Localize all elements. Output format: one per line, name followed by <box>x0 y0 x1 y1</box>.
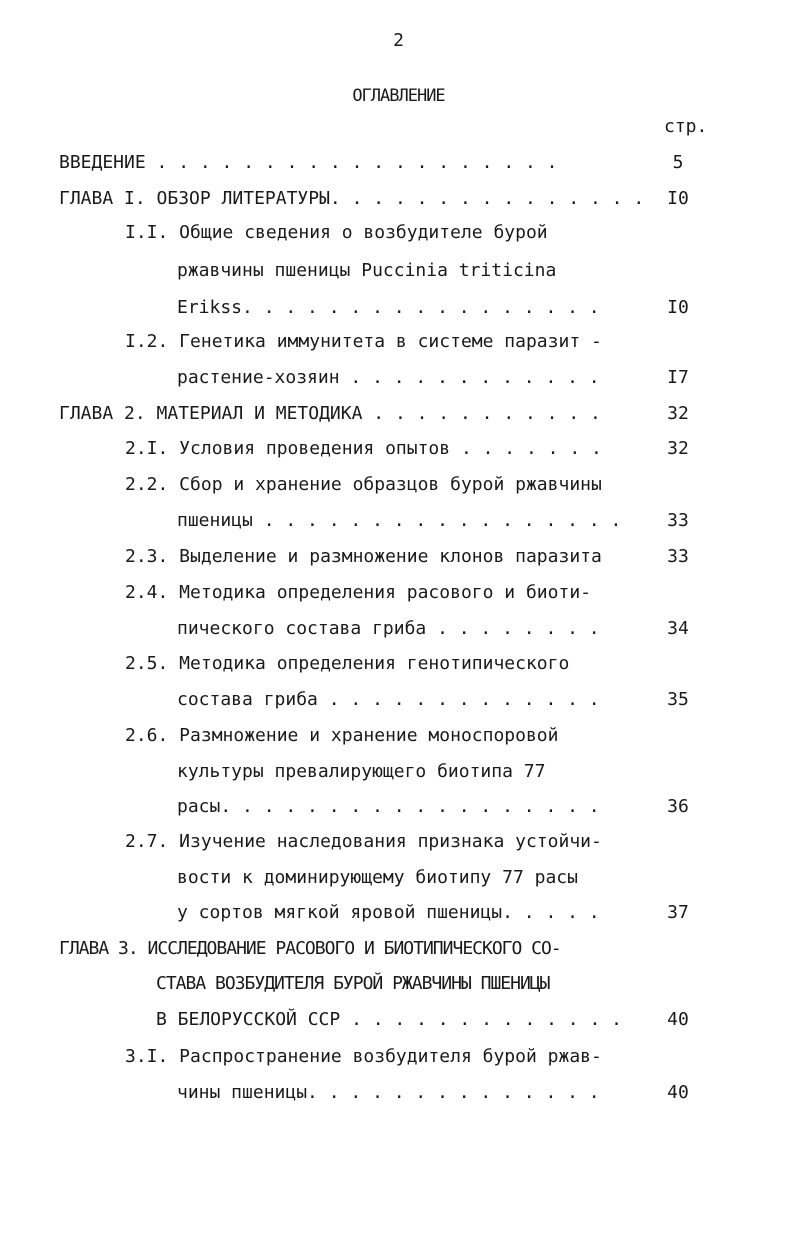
toc-entry-page: 36 <box>667 796 689 817</box>
toc-entry-page: 35 <box>667 689 689 710</box>
page-column-label: стр. <box>664 116 708 137</box>
toc-entry-page: 40 <box>667 1009 689 1030</box>
toc-entry-page: 33 <box>667 510 689 531</box>
page-number: 2 <box>393 30 404 51</box>
toc-entry-page: I0 <box>667 297 689 318</box>
toc-entry-text: ГЛАВА 3. ИССЛЕДОВАНИЕ РАСОВОГО И БИОТИПИЧЕСКОГО СО- <box>59 938 561 959</box>
toc-entry-text: ГЛАВА I. ОБЗОР ЛИТЕРАТУРЫ. . . . . . . . . . . . . . . <box>59 188 645 209</box>
toc-entry-text: ржавчины пшеницы Puccinia triticina <box>177 260 557 281</box>
toc-entry-page: I0 <box>667 188 689 209</box>
toc-entry-text: 2.7. Изучение наследования признака устойчи- <box>125 831 602 852</box>
toc-entry-text: состава гриба . . . . . . . . . . . . . <box>177 689 600 710</box>
toc-entry-text: ВВЕДЕНИЕ . . . . . . . . . . . . . . . . . . . <box>59 152 558 173</box>
toc-entry-text: I.2. Генетика иммунитета в системе паразит - <box>125 331 602 352</box>
toc-entry-text: Erikss. . . . . . . . . . . . . . . . . <box>177 297 600 318</box>
toc-entry-page: 32 <box>667 403 689 424</box>
toc-entry-text: 2.2. Сбор и хранение образцов бурой ржавчины <box>125 474 602 495</box>
toc-entry-text: растение-хозяин . . . . . . . . . . . . <box>177 367 600 388</box>
toc-entry-text: чины пшеницы. . . . . . . . . . . . . . <box>177 1082 600 1103</box>
toc-entry-text: расы. . . . . . . . . . . . . . . . . . <box>177 796 600 817</box>
toc-entry-text: 2.I. Условия проведения опытов . . . . . . . <box>125 438 602 459</box>
toc-entry-text: 2.5. Методика определения генотипического <box>125 653 570 674</box>
toc-entry-text: у сортов мягкой яровой пшеницы. . . . . <box>177 902 600 923</box>
toc-entry-text: вости к доминирующему биотипу 77 расы <box>177 867 578 888</box>
toc-entry-text: ГЛАВА 2. МАТЕРИАЛ И МЕТОДИКА . . . . . . . . . . . <box>59 403 601 424</box>
toc-entry-text: культуры превалирующего биотипа 77 <box>177 761 546 782</box>
toc-entry-page: 32 <box>667 438 689 459</box>
toc-entry-page: 34 <box>667 618 689 639</box>
toc-entry-text: 3.I. Распространение возбудителя бурой ржав- <box>125 1046 602 1067</box>
toc-entry-text: I.I. Общие сведения о возбудителе бурой <box>125 222 548 243</box>
toc-entry-text: пшеницы . . . . . . . . . . . . . . . . . <box>177 510 622 531</box>
toc-entry-page: 33 <box>667 546 689 567</box>
page-title: ОГЛАВЛЕНИЕ <box>352 86 445 106</box>
toc-entry-text: В БЕЛОРУССКОЙ ССР . . . . . . . . . . . . . <box>156 1009 622 1030</box>
toc-entry-text: СТАВА ВОЗБУДИТЕЛЯ БУРОЙ РЖАВЧИНЫ ПШЕНИЦЫ <box>156 973 550 994</box>
toc-entry-page: 5 <box>672 152 684 173</box>
toc-entry-text: 2.3. Выделение и размножение клонов паразита <box>125 546 602 567</box>
toc-entry-page: 40 <box>667 1082 689 1103</box>
toc-entry-page: 37 <box>667 902 689 923</box>
toc-entry-text: 2.6. Размножение и хранение моноспоровой <box>125 725 559 746</box>
toc-entry-page: I7 <box>667 367 689 388</box>
toc-entry-text: 2.4. Методика определения расового и биоти- <box>125 582 591 603</box>
toc-entry-text: пического состава гриба . . . . . . . . <box>177 618 600 639</box>
